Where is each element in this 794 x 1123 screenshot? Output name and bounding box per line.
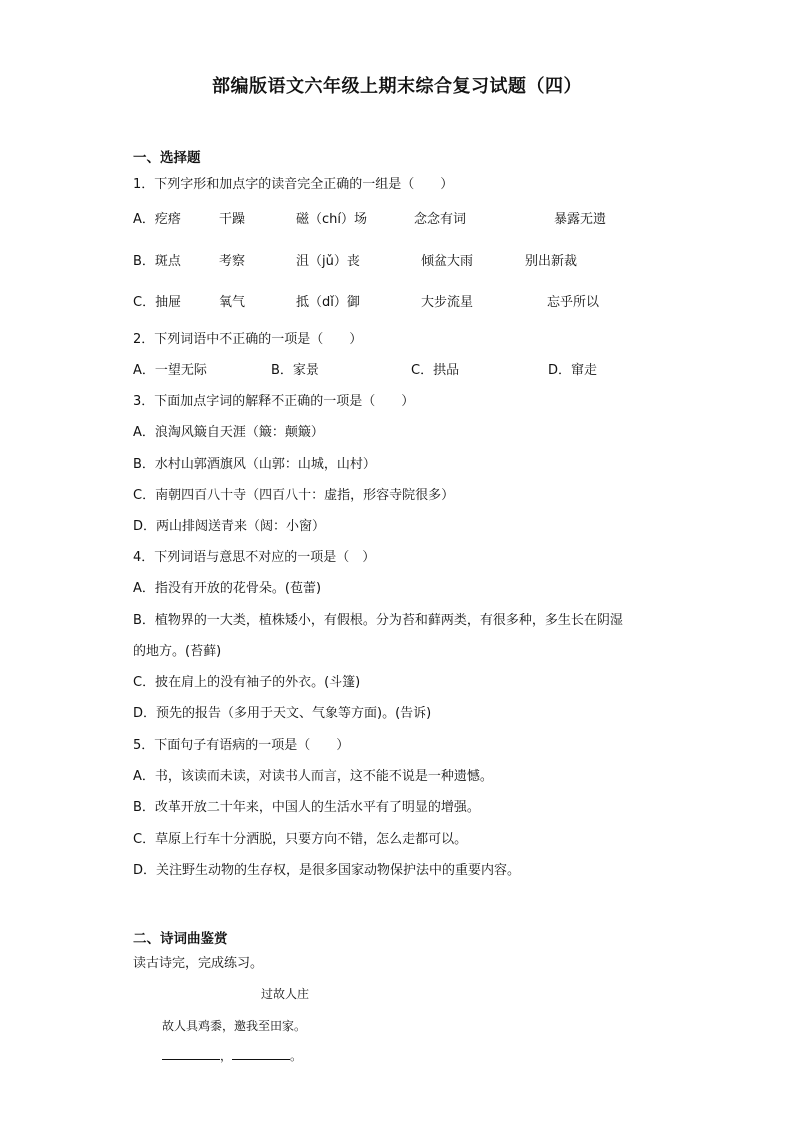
- q4-option-d: D．预先的报告（多用于天文、气象等方面)。(告诉): [133, 706, 432, 721]
- q1-rowC-item: 忘乎所以: [547, 295, 600, 310]
- comma-mark: ，: [220, 1049, 233, 1063]
- q1-rowA-item: 暴露无遗: [554, 212, 607, 227]
- q1-rowC-item: 氧气: [219, 295, 246, 310]
- q1-rowB-item: 倾盆大雨: [421, 254, 474, 269]
- question-1-stem: 1．下列字形和加点字的读音完全正确的一组是（ ）: [133, 177, 454, 192]
- q5-option-b: B．改革开放二十年来，中国人的生活水平有了明显的增强。: [133, 800, 480, 815]
- q3-option-c: C．南朝四百八十寺（四百八十：虚指，形容寺院很多）: [133, 488, 455, 503]
- q1-rowB-item: B．斑点: [133, 254, 181, 269]
- q5-option-a: A．书，该读而未读，对读书人而言，这不能不说是一种遗憾。: [133, 769, 493, 784]
- q1-rowC-item: C．抽屉: [133, 295, 182, 310]
- section-heading-poetry: 二、诗词曲鉴赏: [133, 931, 228, 947]
- section-heading-choice: 一、选择题: [133, 150, 201, 166]
- q1-rowB-item: 沮（jǔ）丧: [296, 254, 360, 269]
- poem-line-1: 故人具鸡黍，邀我至田家。: [162, 1019, 307, 1033]
- q1-rowA-item: 念念有词: [414, 212, 467, 227]
- period-mark: 。: [290, 1049, 303, 1063]
- poem-fill-line: [162, 1047, 302, 1064]
- q1-rowA-item: A．疙瘩: [133, 212, 181, 227]
- q1-rowB-item: 考察: [219, 254, 246, 269]
- q2-option: B．家景: [271, 363, 319, 378]
- question-2-stem: 2．下列词语中不正确的一项是（ ）: [133, 332, 363, 347]
- answer-blank[interactable]: [162, 1049, 220, 1060]
- q2-option: A．一望无际: [133, 363, 207, 378]
- q4-option-b: B．植物界的一大类，植株矮小，有假根。分为苔和藓两类，有很多种，多生长在阴湿: [133, 613, 623, 628]
- q2-option: C．拱品: [411, 363, 460, 378]
- q1-rowA-item: 干躁: [219, 212, 246, 227]
- q3-option-d: D．两山排闼送青来（闼：小窗）: [133, 519, 326, 534]
- q1-rowC-item: 大步流星: [421, 295, 474, 310]
- q5-option-d: D．关注野生动物的生存权，是很多国家动物保护法中的重要内容。: [133, 863, 521, 878]
- q3-option-a: A．浪淘风簸自天涯（簸：颠簸）: [133, 425, 324, 440]
- question-5-stem: 5．下面句子有语病的一项是（ ）: [133, 738, 350, 753]
- q4-option-b-continued: 的地方。(苔藓): [133, 644, 222, 659]
- poem-instruction: 读古诗完，完成练习。: [133, 956, 264, 971]
- answer-blank[interactable]: [232, 1049, 290, 1060]
- page-title: 部编版语文六年级上期末综合复习试题（四）: [212, 76, 582, 97]
- poem-title: 过故人庄: [261, 987, 310, 1001]
- q1-rowA-item: 磁（chí）场: [296, 212, 367, 227]
- question-3-stem: 3．下面加点字词的解释不正确的一项是（ ）: [133, 394, 415, 409]
- q1-rowB-item: 别出新裁: [525, 254, 578, 269]
- q3-option-b: B．水村山郭酒旗风（山郭：山城，山村）: [133, 457, 376, 472]
- q4-option-c: C．披在肩上的没有袖子的外衣。(斗篷): [133, 675, 361, 690]
- q4-option-a: A．指没有开放的花骨朵。(苞蕾): [133, 581, 322, 596]
- q5-option-c: C．草原上行车十分洒脱，只要方向不错，怎么走都可以。: [133, 832, 468, 847]
- q2-option: D．窜走: [548, 363, 598, 378]
- q1-rowC-item: 抵（dǐ）御: [296, 295, 360, 310]
- question-4-stem: 4．下列词语与意思不对应的一项是（ ）: [133, 550, 376, 565]
